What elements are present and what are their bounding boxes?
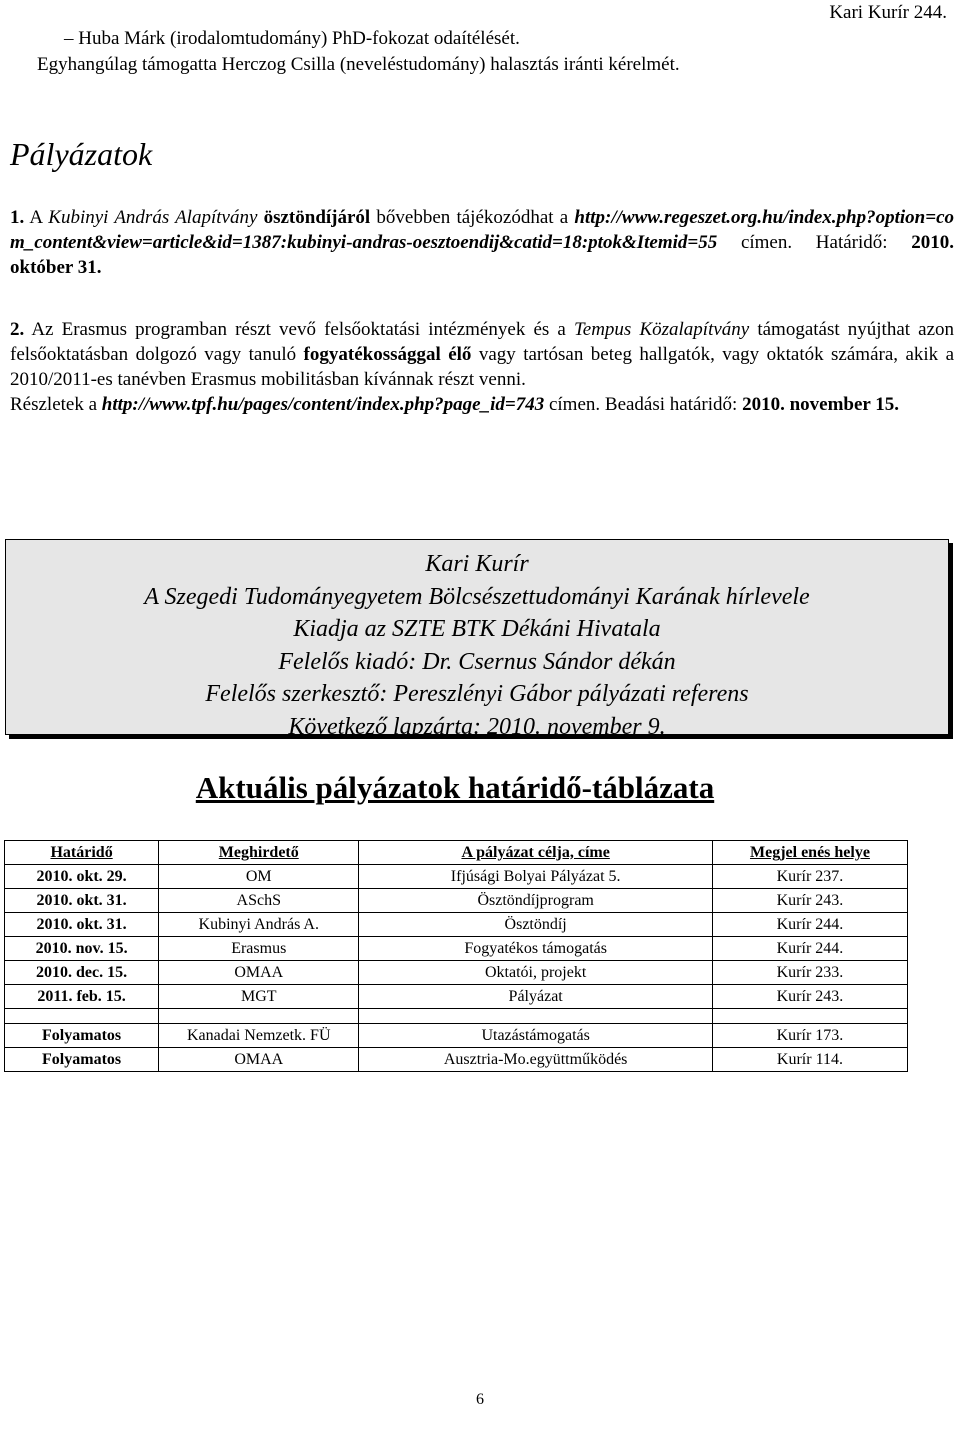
item-2 — [10, 317, 954, 417]
box-line-4: Felelős kiadó: Dr. Csernus Sándor dékán — [278, 648, 676, 675]
item-2-text-2: támogatást nyújthat azon felsőoktatásban dolgozó vagy tanuló — [10, 319, 955, 365]
header-purpose: A pályázat célja, címe — [359, 841, 713, 865]
row-deadline: Folyamatos — [5, 1024, 159, 1048]
top-line-1: – Huba Márk (irodalomtudomány) PhD-fokozat odaítélését. — [64, 28, 520, 49]
row-purpose: Ösztöndíj — [359, 913, 713, 937]
row-announcer: Kanadai Nemzetk. FÜ — [159, 1024, 359, 1048]
item-1-url-link[interactable]: http://www.regeszet.org.hu/index.php?option=com_content&view=article&id=1387:kubinyi-andras-oesztoendij&catid=18:ptok&Itemid=55 — [10, 207, 955, 253]
table-row — [5, 961, 908, 985]
row-deadline: 2010. okt. 31. — [5, 913, 159, 937]
row-announcer: MGT — [159, 985, 359, 1009]
item-1-number: 1. — [10, 207, 25, 228]
row-location: Kurír 243. — [712, 985, 907, 1009]
table-row — [5, 1048, 908, 1072]
row-deadline: 2011. feb. 15. — [5, 985, 159, 1009]
box-line-2: A Szegedi Tudományegyetem Bölcsészettudományi Karának hírlevele — [144, 583, 810, 610]
row-location: Kurír 244. — [712, 913, 907, 937]
table-gap-row — [5, 1009, 908, 1024]
row-location: Kurír 114. — [712, 1048, 907, 1072]
item-1-text-1: A — [29, 207, 43, 228]
row-purpose: Ifjúsági Bolyai Pályázat 5. — [359, 865, 713, 889]
deadline-table — [4, 840, 908, 1072]
row-purpose: Oktatói, projekt — [359, 961, 713, 985]
item-2-org: Tempus Közalapítvány — [573, 319, 750, 340]
section-title: Pályázatok — [10, 136, 153, 172]
row-location: Kurír 244. — [712, 937, 907, 961]
table-row — [5, 889, 908, 913]
row-location: Kurír 173. — [712, 1024, 907, 1048]
item-2-number: 2. — [10, 319, 25, 340]
row-deadline: Folyamatos — [5, 1048, 159, 1072]
item-1-text-2: bővebben tájékozódhat a — [376, 207, 569, 228]
row-purpose: Ausztria-Mo.együttműködés — [359, 1048, 713, 1072]
page-number: 6 — [476, 1391, 484, 1408]
row-deadline: 2010. dec. 15. — [5, 961, 159, 985]
row-purpose: Pályázat — [359, 985, 713, 1009]
table-row — [5, 865, 908, 889]
newsletter-info-box — [5, 539, 949, 740]
row-location: Kurír 243. — [712, 889, 907, 913]
row-announcer: OMAA — [159, 1048, 359, 1072]
row-deadline: 2010. okt. 29. — [5, 865, 159, 889]
item-1-deadline: 2010. október 31. — [10, 232, 955, 278]
top-line-2: Egyhangúlag támogatta Herczog Csilla (neveléstudomány) halasztás iránti kérelmét. — [37, 54, 680, 75]
item-2-text-1: Az Erasmus programban részt vevő felsőoktatási intézmények és a — [31, 319, 566, 340]
row-announcer: OMAA — [159, 961, 359, 985]
table-title: Aktuális pályázatok határidő-táblázata — [195, 770, 715, 805]
item-2-keyword: fogyatékossággal élő — [303, 344, 472, 365]
row-announcer: ASchS — [159, 889, 359, 913]
table-row — [5, 985, 908, 1009]
table-header-row — [5, 841, 908, 865]
row-deadline: 2010. nov. 15. — [5, 937, 159, 961]
row-purpose: Fogyatékos támogatás — [359, 937, 713, 961]
item-2-deadline: 2010. november 15. — [742, 394, 899, 415]
row-purpose: Ösztöndíjprogram — [359, 889, 713, 913]
item-1-org: Kubinyi András Alapítvány — [48, 207, 258, 228]
item-2-text-3: vagy tartósan beteg hallgatók, vagy oktatók számára, akik a 2010/2011-es tanévben Erasmus mobilitásban kívánnak részt venni. — [10, 344, 955, 390]
item-1 — [10, 205, 954, 280]
row-purpose: Utazástámogatás — [359, 1024, 713, 1048]
table-row — [5, 1024, 908, 1048]
header-location: Megjel enés helye — [712, 841, 907, 865]
item-1-keyword: ösztöndíjáról — [263, 207, 371, 228]
box-line-1: Kari Kurír — [425, 551, 529, 577]
box-line-3: Kiadja az SZTE BTK Dékáni Hivatala — [293, 616, 661, 642]
item-2-url-link[interactable]: http://www.tpf.hu/pages/content/index.php?page_id=743 — [101, 394, 545, 415]
row-announcer: Erasmus — [159, 937, 359, 961]
row-location: Kurír 237. — [712, 865, 907, 889]
row-announcer: OM — [159, 865, 359, 889]
row-deadline: 2010. okt. 31. — [5, 889, 159, 913]
issue-label: Kari Kurír 244. — [829, 2, 947, 23]
box-line-5: Felelős szerkesztő: Pereszlényi Gábor pályázati referens — [205, 681, 749, 707]
header-announcer: Meghirdető — [159, 841, 359, 865]
table-row — [5, 937, 908, 961]
table-row — [5, 913, 908, 937]
header-deadline: Határidő — [5, 841, 159, 865]
item-1-text-3: címen. Határidő: — [740, 232, 888, 253]
item-2-text-4: Részletek a — [10, 394, 98, 415]
item-2-text-5: címen. Beadási határidő: — [548, 394, 738, 415]
box-line-6: Következő lapzárta: 2010. november 9. — [288, 713, 666, 740]
row-announcer: Kubinyi András A. — [159, 913, 359, 937]
row-location: Kurír 233. — [712, 961, 907, 985]
